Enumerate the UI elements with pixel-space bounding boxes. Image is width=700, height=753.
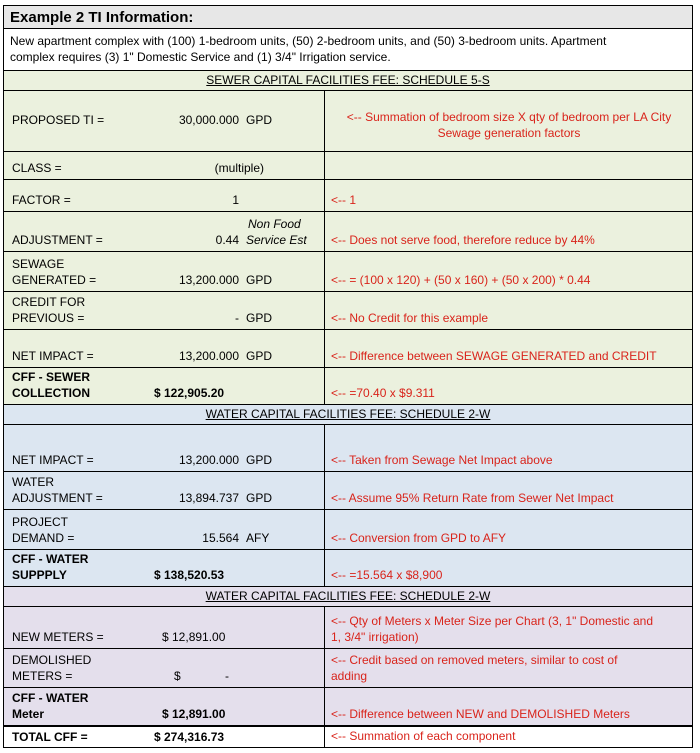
row-value: $ 12,891.00 <box>162 707 226 721</box>
table-row <box>4 509 692 549</box>
row-label: NET IMPACT = <box>12 349 94 363</box>
row-note: <-- Does not serve food, therefore reduce by 44% <box>324 212 691 251</box>
table-row <box>4 211 692 251</box>
row-note: <-- No Credit for this example <box>324 292 691 329</box>
table-row <box>4 687 692 725</box>
row-label: NEW METERS = <box>12 630 104 644</box>
row-label: WATER ADJUSTMENT = <box>12 475 103 505</box>
description-line-2: complex requires (3) 1" Domestic Service and (1) 3/4" Irrigation service. <box>10 50 391 64</box>
row-unit: GPD <box>246 113 273 127</box>
row-value: 13,894.737 <box>178 491 239 505</box>
row-value: 1 <box>232 193 239 207</box>
water-section <box>3 425 693 587</box>
meter-section <box>3 607 693 726</box>
row-label: ADJUSTMENT = <box>12 233 103 247</box>
table-row <box>4 425 692 471</box>
row-value: $ 12,891.00 <box>162 630 226 644</box>
table-row <box>4 367 692 404</box>
row-value: 0.44 <box>215 233 239 247</box>
row-label: CREDIT FOR PREVIOUS = <box>12 295 86 325</box>
row-label: CFF - WATER SUPPPLY <box>12 552 89 582</box>
row-value: $ 138,520.53 <box>154 568 225 582</box>
ti-information-table <box>3 5 695 748</box>
table-title: Example 2 TI Information: <box>3 5 693 29</box>
row-unit: GPD <box>246 349 273 363</box>
row-note: <-- Difference between NEW and DEMOLISHED Meters <box>324 688 691 725</box>
row-note: <-- 1 <box>324 180 691 211</box>
project-description <box>3 29 693 71</box>
water-section-title: WATER CAPITAL FACILITIES FEE: SCHEDULE 2-W <box>3 405 693 425</box>
row-unit: GPD <box>246 491 273 505</box>
total-value: $ 274,316.73 <box>154 730 225 744</box>
table-row <box>4 329 692 367</box>
row-unit: GPD <box>246 311 273 325</box>
row-note: <-- Qty of Meters x Meter Size per Chart (3, 1" Domestic and 1, 3/4" irrigation) <box>324 607 691 648</box>
table-row <box>4 549 692 586</box>
table-row <box>4 151 692 179</box>
table-row <box>4 648 692 687</box>
row-note: <-- Taken from Sewage Net Impact above <box>324 425 691 471</box>
total-label: TOTAL CFF = <box>12 730 88 744</box>
row-label: CFF - WATER Meter <box>12 691 89 721</box>
table-row <box>4 179 692 211</box>
table-row <box>4 91 692 151</box>
row-value: $ 122,905.20 <box>154 386 225 400</box>
row-value: 13,200.000 <box>178 349 239 363</box>
table-row <box>4 291 692 329</box>
row-note: <-- =15.564 x $8,900 <box>324 550 691 586</box>
table-row <box>4 607 692 648</box>
row-note: <-- Credit based on removed meters, similar to cost of adding <box>324 649 691 687</box>
row-unit-note: Non Food Service Est <box>246 217 307 247</box>
row-note <box>324 152 691 179</box>
row-label: FACTOR = <box>12 193 71 207</box>
row-value: 13,200.000 <box>178 453 239 467</box>
row-label: NET IMPACT = <box>12 453 94 467</box>
sewer-section <box>3 91 693 405</box>
row-label: CFF - SEWER COLLECTION <box>12 370 90 400</box>
total-row <box>3 726 693 748</box>
row-value: 30,000.000 <box>178 113 239 127</box>
row-value: (multiple) <box>214 161 264 175</box>
row-currency: $ <box>174 669 181 683</box>
row-label: CLASS = <box>12 161 62 175</box>
row-label: PROPOSED TI = <box>12 113 105 127</box>
row-value: - <box>225 669 229 683</box>
row-value: 13,200.000 <box>178 273 239 287</box>
table-row <box>4 251 692 291</box>
row-unit: GPD <box>246 273 273 287</box>
row-unit: GPD <box>246 453 273 467</box>
row-label: PROJECT DEMAND = <box>12 515 75 545</box>
meter-section-title: WATER CAPITAL FACILITIES FEE: SCHEDULE 2-W <box>3 587 693 607</box>
row-unit: AFY <box>246 531 270 545</box>
row-note: <-- Conversion from GPD to AFY <box>324 510 691 549</box>
sewer-section-title: SEWER CAPITAL FACILITIES FEE: SCHEDULE 5-S <box>3 71 693 91</box>
row-label: DEMOLISHED METERS = <box>12 653 92 683</box>
row-label: SEWAGE GENERATED = <box>12 257 97 287</box>
row-note: <-- =70.40 x $9.311 <box>324 368 691 404</box>
total-note: <-- Summation of each component <box>324 727 691 747</box>
description-line-1: New apartment complex with (100) 1-bedroom units, (50) 2-bedroom units, and (50) 3-bedroom units. Apartment <box>10 34 607 48</box>
row-note: <-- Assume 95% Return Rate from Sewer Net Impact <box>324 472 691 509</box>
row-note: <-- = (100 x 120) + (50 x 160) + (50 x 200) * 0.44 <box>324 252 691 291</box>
table-row <box>4 471 692 509</box>
row-note: <-- Summation of bedroom size X qty of bedroom per LA City Sewage generation factors <box>324 91 691 151</box>
row-value: - <box>235 311 239 325</box>
row-value: 15.564 <box>202 531 239 545</box>
row-note: <-- Difference between SEWAGE GENERATED and CREDIT <box>324 330 691 367</box>
